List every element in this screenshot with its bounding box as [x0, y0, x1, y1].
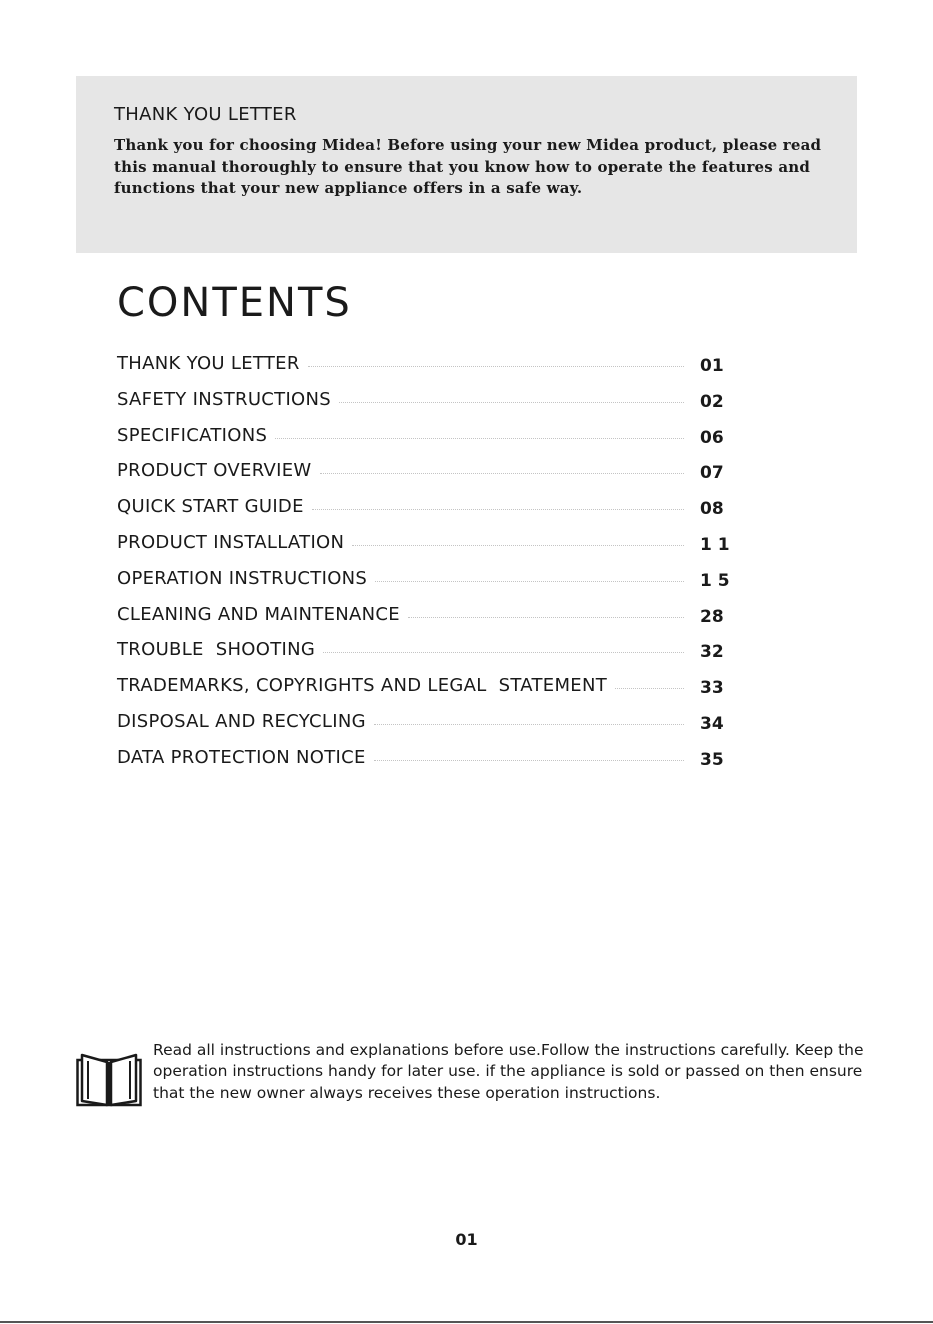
toc-entry-label: TROUBLE SHOOTING	[117, 639, 316, 661]
toc-entry-page: 02	[700, 391, 724, 412]
thank-you-letter-box	[76, 76, 857, 253]
toc-entry-label: QUICK START GUIDE	[117, 496, 304, 518]
thank-you-title: THANK YOU LETTER	[114, 104, 297, 125]
toc-entry	[117, 352, 737, 388]
toc-entry-page: 34	[700, 713, 724, 734]
toc-dot-leader	[308, 352, 684, 367]
page-number: 01	[455, 1230, 478, 1249]
notice-text: Read all instructions and explanations before use.Follow the instructions carefully. Keep the operation instructions handy for later use. if the appliance is sold or passed on then ensure that the new owner always receives these operation instructions.	[153, 1041, 864, 1102]
toc-entry	[117, 388, 737, 424]
contents-heading: CONTENTS	[117, 280, 352, 326]
toc-entry-page: 07	[700, 463, 724, 484]
toc-entry	[117, 531, 737, 567]
toc-entry-label: CLEANING AND MAINTENANCE	[117, 603, 400, 625]
toc-dot-leader	[312, 495, 684, 510]
toc-dot-leader	[339, 388, 684, 403]
toc-entry-label: TRADEMARKS, COPYRIGHTS AND LEGAL STATEMENT	[117, 675, 608, 697]
toc-entry-page: 33	[700, 678, 724, 699]
toc-entry-page: 1 1	[700, 534, 730, 555]
toc-entry-label: SPECIFICATIONS	[117, 424, 268, 446]
toc-entry-label: PRODUCT OVERVIEW	[117, 460, 312, 482]
thank-you-body: Thank you for choosing Midea! Before using your new Midea product, please read this manual thoroughly to ensure that you know how to operate the features and functions that your new appliance offers in a safe way.	[114, 136, 822, 197]
toc-dot-leader	[615, 674, 684, 689]
toc-dot-leader	[275, 424, 684, 439]
toc-entry-page: 01	[700, 356, 724, 376]
toc-dot-leader	[320, 459, 684, 474]
toc-entry	[117, 746, 737, 782]
toc-entry-page: 28	[700, 606, 724, 627]
toc-entry-label: DISPOSAL AND RECYCLING	[117, 710, 366, 732]
toc-dot-leader	[375, 567, 684, 582]
book-icon	[76, 1049, 142, 1109]
toc-dot-leader	[374, 710, 684, 725]
toc-dot-leader	[408, 603, 684, 618]
toc-entry	[117, 459, 737, 495]
toc-dot-leader	[374, 746, 684, 761]
toc-entry-page: 08	[700, 499, 724, 520]
toc-entry-label: OPERATION INSTRUCTIONS	[117, 567, 368, 589]
toc-dot-leader	[323, 638, 684, 653]
toc-entry	[117, 603, 737, 639]
toc-entry-page: 35	[700, 749, 724, 770]
toc-entry-label: DATA PROTECTION NOTICE	[117, 746, 366, 768]
toc-entry-label: SAFETY INSTRUCTIONS	[117, 388, 332, 410]
toc-dot-leader	[352, 531, 684, 546]
table-of-contents	[117, 352, 737, 782]
toc-entry-label: THANK YOU LETTER	[117, 353, 300, 374]
toc-entry	[117, 495, 737, 531]
toc-entry	[117, 424, 737, 460]
toc-entry-label: PRODUCT INSTALLATION	[117, 531, 345, 553]
toc-entry	[117, 674, 737, 710]
toc-entry-page: 32	[700, 642, 724, 663]
toc-entry	[117, 638, 737, 674]
toc-entry-page: 06	[700, 427, 724, 448]
bottom-rule	[0, 1321, 933, 1323]
toc-entry	[117, 567, 737, 603]
toc-entry	[117, 710, 737, 746]
toc-entry-page: 1 5	[700, 570, 730, 591]
